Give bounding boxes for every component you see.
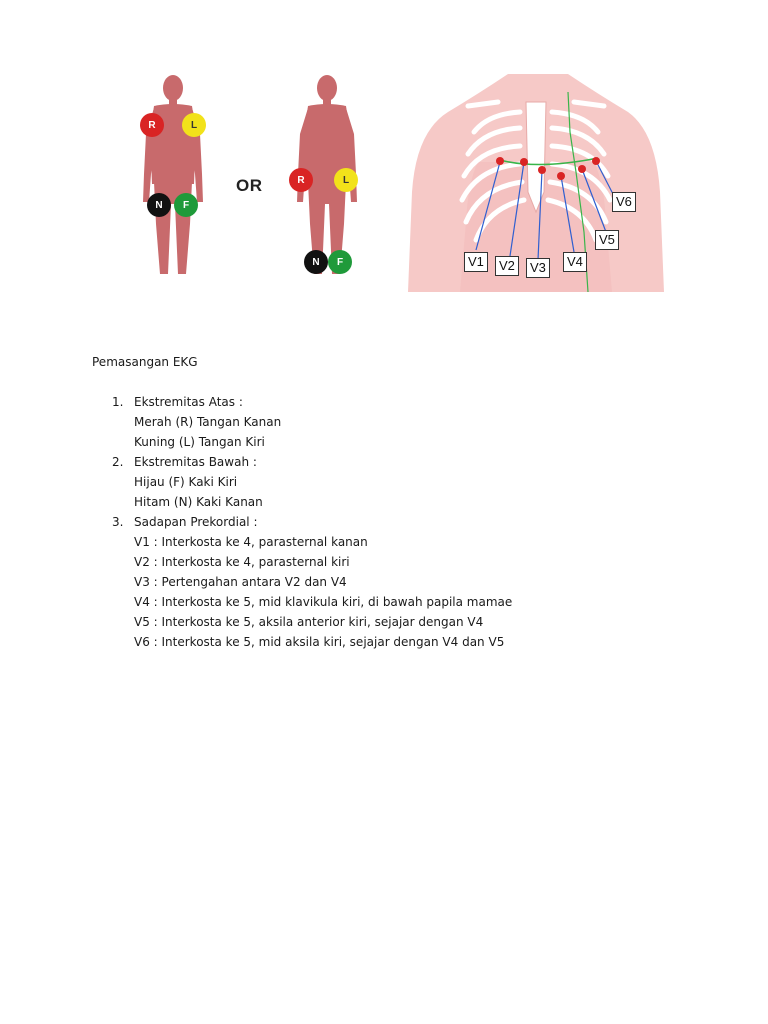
- instruction-line: Merah (R) Tangan Kanan: [134, 415, 282, 429]
- electrode-l: L: [182, 113, 206, 137]
- electrode-n: N: [304, 250, 328, 274]
- section-upper-limbs: [92, 392, 692, 452]
- instruction-line: V1 : Interkosta ke 4, parasternal kanan: [134, 535, 368, 549]
- lead-label-v5: V5: [595, 230, 619, 250]
- electrode-r: R: [289, 168, 313, 192]
- doc-title: Pemasangan EKG: [92, 355, 198, 369]
- electrode-l: L: [334, 168, 358, 192]
- electrode-n: N: [147, 193, 171, 217]
- electrode-r: R: [140, 113, 164, 137]
- lead-label-v1: V1: [464, 252, 488, 272]
- lead-label-v4: V4: [563, 252, 587, 272]
- instruction-line: Hijau (F) Kaki Kiri: [134, 475, 238, 489]
- instruction-line: V5 : Interkosta ke 5, aksila anterior kiri, sejajar dengan V4: [134, 615, 484, 629]
- section-number: 2.: [112, 455, 124, 469]
- instruction-line: V2 : Interkosta ke 4, parasternal kiri: [134, 555, 350, 569]
- section-heading: Sadapan Prekordial :: [134, 515, 258, 529]
- section-number: 3.: [112, 515, 124, 529]
- section-lower-limbs: [92, 452, 692, 512]
- instruction-line: Kuning (L) Tangan Kiri: [134, 435, 265, 449]
- instruction-line: V4 : Interkosta ke 5, mid klavikula kiri, di bawah papila mamae: [134, 595, 513, 609]
- section-precordial: [92, 512, 692, 652]
- lead-label-v6: V6: [612, 192, 636, 212]
- section-heading: Ekstremitas Atas :: [134, 395, 243, 409]
- lead-label-v2: V2: [495, 256, 519, 276]
- electrode-f: F: [174, 193, 198, 217]
- section-heading: Ekstremitas Bawah :: [134, 455, 257, 469]
- instruction-line: V3 : Pertengahan antara V2 dan V4: [134, 575, 347, 589]
- electrode-f: F: [328, 250, 352, 274]
- instruction-line: V6 : Interkosta ke 5, mid aksila kiri, sejajar dengan V4 dan V5: [134, 635, 505, 649]
- ekg-placement-figure: [0, 0, 768, 300]
- instruction-line: Hitam (N) Kaki Kanan: [134, 495, 263, 509]
- or-label: OR: [236, 176, 263, 195]
- ekg-instructions: [92, 352, 692, 652]
- body-figure-arms: [138, 74, 208, 284]
- lead-label-v3: V3: [526, 258, 550, 278]
- section-number: 1.: [112, 395, 124, 409]
